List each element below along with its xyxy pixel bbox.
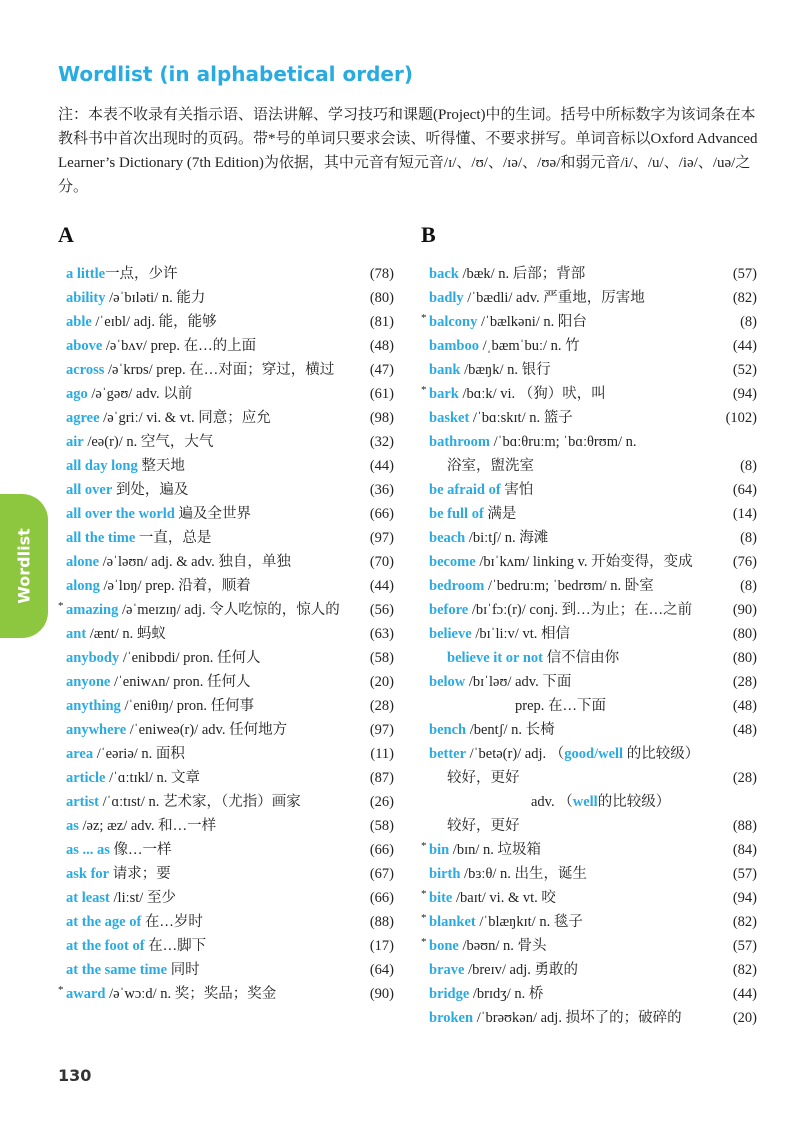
headword: blanket [429,914,476,930]
definition: 请求；要 [109,866,171,882]
definition: /ˈɑːtɪkl/ n. 文章 [105,770,201,786]
headword: ago [66,386,88,402]
definition: 满是 [483,506,517,522]
definition: /ˈeɪbl/ adj. 能，能够 [91,314,217,330]
column-a [58,222,394,1006]
definition: 害怕 [500,482,534,498]
page-ref: (8) [740,314,757,330]
list-item [421,430,757,454]
headword: better [429,746,467,762]
headword: at the same time [66,962,168,978]
headword-reference: well [572,794,598,810]
asterisk-marker: * [58,984,64,996]
page-ref: (58) [369,818,394,834]
list-item [58,502,394,526]
headword: bathroom [429,434,490,450]
headword: become [429,554,476,570]
definition: /ˈblæŋkɪt/ n. 毯子 [475,914,583,930]
page-ref: (88) [369,914,394,930]
definition: /ˈbædli/ adv. 严重地，厉害地 [463,290,645,306]
page-ref: (44) [369,578,394,594]
definition: /əˈwɔːd/ n. 奖；奖品；奖金 [105,986,277,1002]
headword: believe it or not [447,650,543,666]
page-ref: (84) [732,842,757,858]
definition: /breɪv/ adj. 勇敢的 [464,962,579,978]
asterisk-marker: * [421,384,427,396]
list-item [58,646,394,670]
definition: /brɪdʒ/ n. 桥 [469,986,544,1002]
definition: /ˈbetə(r)/ adj. （ [466,746,565,762]
headword: broken [429,1010,474,1026]
definition: /ˈeniθɪŋ/ pron. 任何事 [120,698,255,714]
list-item [421,526,757,550]
page-ref: (94) [732,890,757,906]
page-ref: (48) [732,698,757,714]
page-ref: (88) [732,818,757,834]
headword-reference: good/well [564,746,624,762]
headword: basket [429,410,470,426]
headword: award [66,986,106,1002]
definition: /əˈgəʊ/ adv. 以前 [87,386,193,402]
headword: bin [429,842,450,858]
page-ref: (36) [369,482,394,498]
list-item [421,286,757,310]
asterisk-marker: * [421,912,427,924]
list-item [58,598,394,622]
page-ref: (48) [732,722,757,738]
entry-list [58,262,394,1006]
definition: /ˈbælkəni/ n. 阳台 [477,314,587,330]
list-item [421,814,757,838]
page-ref: (80) [732,626,757,642]
page-title: Wordlist (in alphabetical order) [58,62,413,86]
headword: ability [66,290,106,306]
definition: /əˈbʌv/ prep. 在…的上面 [102,338,257,354]
definition: prep. 在…下面 [515,698,607,714]
definition: /əz; æz/ adv. 和…一样 [78,818,217,834]
list-item [421,454,757,478]
definition: /əˈkrɒs/ prep. 在…对面；穿过，横过 [104,362,335,378]
list-item [421,262,757,286]
page-ref: (97) [369,722,394,738]
list-item [58,886,394,910]
list-item [421,910,757,934]
definition: /əˈmeɪzɪŋ/ adj. 令人吃惊的，惊人的 [118,602,340,618]
page-ref: (17) [369,938,394,954]
definition: /bɜːθ/ n. 出生，诞生 [460,866,588,882]
page-ref: (67) [369,866,394,882]
definition: /bɪˈləʊ/ adv. 下面 [465,674,572,690]
definition: /əˈbɪləti/ n. 能力 [105,290,206,306]
page-ref: (26) [369,794,394,810]
page-ref: (28) [732,674,757,690]
list-item [421,334,757,358]
definition: /bɑːk/ vi. （狗）吠，叫 [458,386,606,402]
definition: /əˈlɒŋ/ prep. 沿着，顺着 [99,578,251,594]
page-ref: (102) [725,410,757,426]
list-item [58,670,394,694]
headword: anything [66,698,121,714]
headword: before [429,602,469,618]
definition: 在…岁时 [141,914,203,930]
headword: bone [429,938,459,954]
page-ref: (63) [369,626,394,642]
asterisk-marker: * [421,936,427,948]
page-ref: (66) [369,506,394,522]
list-item [58,310,394,334]
page-ref: (56) [369,602,394,618]
headword: bank [429,362,461,378]
headword: birth [429,866,461,882]
list-item [421,598,757,622]
headword: bark [429,386,459,402]
list-item [421,310,757,334]
list-item [58,382,394,406]
headword: all over the world [66,506,175,522]
list-item [421,670,757,694]
list-item [421,550,757,574]
definition: /ænt/ n. 蚂蚁 [86,626,166,642]
headword: back [429,266,459,282]
page-ref: (58) [369,650,394,666]
page-ref: (90) [369,986,394,1002]
headword: anybody [66,650,120,666]
definition: 一点，少许 [105,266,178,282]
headword: across [66,362,105,378]
headword: believe [429,626,472,642]
list-item [421,358,757,382]
definition: /ˈɑːtɪst/ n. 艺术家，（尤指）画家 [99,794,301,810]
page-ref: (44) [732,338,757,354]
list-item [421,982,757,1006]
definition: 较好，更好 [447,770,520,786]
headword: balcony [429,314,478,330]
list-item [421,406,757,430]
definition: /ˈbrəʊkən/ adj. 损坏了的；破碎的 [473,1010,682,1026]
headword: bite [429,890,453,906]
page-number: 130 [58,1066,92,1085]
headword: be full of [429,506,484,522]
list-item [421,694,757,718]
headword: ask for [66,866,110,882]
definition: /əˈgriː/ vi. & vt. 同意；应允 [99,410,271,426]
definition: /ˈbɑːθruːm; ˈbɑːθrʊm/ n. [489,434,637,450]
page-ref: (57) [732,866,757,882]
page-ref: (28) [369,698,394,714]
list-item [58,790,394,814]
list-item [58,550,394,574]
page-ref: (78) [369,266,394,282]
page-ref: (82) [732,290,757,306]
list-item [58,430,394,454]
definition: /bentʃ/ n. 长椅 [466,722,555,738]
list-item [58,694,394,718]
definition: 像…一样 [109,842,172,858]
headword: bench [429,722,467,738]
list-item [421,574,757,598]
definition: /bəʊn/ n. 骨头 [458,938,547,954]
definition: 到处，遍及 [112,482,189,498]
definition: /eə(r)/ n. 空气，大气 [83,434,214,450]
asterisk-marker: * [58,600,64,612]
definition: /ˈbedruːm; ˈbedrʊm/ n. 卧室 [484,578,654,594]
list-item [58,286,394,310]
page-ref: (14) [732,506,757,522]
headword: alone [66,554,100,570]
headword: at the foot of [66,938,145,954]
list-item [58,814,394,838]
headword: above [66,338,103,354]
page-ref: (82) [732,962,757,978]
list-item [421,382,757,406]
headword: agree [66,410,100,426]
list-item [421,886,757,910]
page-ref: (70) [369,554,394,570]
headword: area [66,746,94,762]
list-item [421,958,757,982]
page-ref: (28) [732,770,757,786]
definition: /ˈeniwʌn/ pron. 任何人 [110,674,251,690]
headword: at least [66,890,110,906]
page-ref: (44) [732,986,757,1002]
section-letter: B [421,222,436,247]
page-ref: (87) [369,770,394,786]
list-item [421,934,757,958]
page-ref: (20) [732,1010,757,1026]
asterisk-marker: * [421,840,427,852]
list-item [58,574,394,598]
definition-tail: 的比较级） [623,746,700,762]
list-item [421,646,757,670]
definition: /bɪˈfɔː(r)/ conj. 到…为止；在…之前 [468,602,693,618]
headword: be afraid of [429,482,501,498]
definition: 整天地 [137,458,185,474]
definition: /bɪn/ n. 垃圾箱 [449,842,542,858]
section-letter: A [58,222,74,247]
list-item [58,838,394,862]
page-ref: (76) [732,554,757,570]
list-item [58,262,394,286]
definition: 一直，总是 [135,530,212,546]
page-ref: (90) [732,602,757,618]
list-item [58,334,394,358]
headword: bamboo [429,338,479,354]
headword: at the age of [66,914,142,930]
page-ref: (48) [369,338,394,354]
headword: beach [429,530,466,546]
definition: /bæŋk/ n. 银行 [460,362,551,378]
definition: /ˈeniweə(r)/ adv. 任何地方 [126,722,288,738]
list-item [421,718,757,742]
definition: /ˈbɑːskɪt/ n. 篮子 [469,410,573,426]
page-ref: (52) [732,362,757,378]
headword: able [66,314,92,330]
asterisk-marker: * [421,888,427,900]
headword: a little [66,266,106,282]
list-item [58,718,394,742]
headword: bedroom [429,578,485,594]
page-ref: (94) [732,386,757,402]
list-item [421,478,757,502]
page-ref: (44) [369,458,394,474]
definition: /bɪˈliːv/ vt. 相信 [471,626,570,642]
definition: /ˌbæmˈbuː/ n. 竹 [478,338,580,354]
page-ref: (64) [369,962,394,978]
definition: 同时 [167,962,200,978]
page-ref: (80) [732,650,757,666]
page-ref: (32) [369,434,394,450]
headword: artist [66,794,100,810]
definition: /liːst/ 至少 [109,890,176,906]
headword: ant [66,626,87,642]
definition: /biːtʃ/ n. 海滩 [465,530,549,546]
definition: /əˈləʊn/ adj. & adv. 独自，单独 [99,554,291,570]
headword: article [66,770,106,786]
headword: brave [429,962,465,978]
list-item [421,862,757,886]
side-tab-label: Wordlist [14,528,34,604]
list-item [58,910,394,934]
page-ref: (64) [732,482,757,498]
definition: 信不信由你 [542,650,620,666]
headword: bridge [429,986,470,1002]
list-item [58,406,394,430]
intro-note: 注：本表不收录有关指示语、语法讲解、学习技巧和课题(Project)中的生词。括号中所标数字为该词条在本教科书中首次出现时的页码。带*号的单词只要求会读、听得懂、不要求拼写。单词音标以Oxford Advanced Learner’s Dictionary (7th Edition)为依据，其中元音有短元音/ɪ/、/ʊ/、/ɪə/、/ʊə/和弱元音/i/、/u/、/iə/、/uə/之分。 [58,107,758,195]
page-ref: (66) [369,842,394,858]
page-ref: (8) [740,530,757,546]
page-ref: (8) [740,458,757,474]
list-item [58,958,394,982]
definition: 较好，更好 [447,818,520,834]
headword: all the time [66,530,136,546]
definition: 浴室，盥洗室 [447,458,534,474]
page-ref: (11) [370,746,394,762]
definition: /ˈenibɒdi/ pron. 任何人 [119,650,261,666]
list-item [421,502,757,526]
list-item [421,622,757,646]
page-ref: (80) [369,290,394,306]
page-ref: (98) [369,410,394,426]
page-ref: (57) [732,266,757,282]
list-item [58,478,394,502]
column-b [421,222,757,1030]
page-ref: (47) [369,362,394,378]
headword: air [66,434,84,450]
headword: all day long [66,458,138,474]
definition: adv. （ [531,794,573,810]
headword: badly [429,290,464,306]
list-item [58,982,394,1006]
headword: anywhere [66,722,127,738]
headword: along [66,578,100,594]
definition: 在…脚下 [144,938,207,954]
list-item [58,358,394,382]
list-item [58,766,394,790]
page-ref: (57) [732,938,757,954]
asterisk-marker: * [421,312,427,324]
list-item [421,742,757,766]
headword: as ... as [66,842,110,858]
definition: 遍及全世界 [174,506,251,522]
definition-tail: 的比较级） [597,794,671,810]
page-ref: (81) [369,314,394,330]
page-ref: (97) [369,530,394,546]
list-item [58,742,394,766]
definition: /baɪt/ vi. & vt. 咬 [452,890,556,906]
list-item [58,526,394,550]
page-ref: (61) [369,386,394,402]
list-item [421,838,757,862]
entry-list [421,262,757,1030]
list-item [58,622,394,646]
page-ref: (82) [732,914,757,930]
headword: as [66,818,79,834]
definition: /bɪˈkʌm/ linking v. 开始变得，变成 [475,554,693,570]
headword: all over [66,482,113,498]
definition: /ˈeəriə/ n. 面积 [93,746,185,762]
page-ref: (20) [369,674,394,690]
list-item [58,934,394,958]
list-item [58,454,394,478]
definition: /bæk/ n. 后部；背部 [458,266,586,282]
page-ref: (8) [740,578,757,594]
list-item [58,862,394,886]
headword: anyone [66,674,111,690]
page-ref: (66) [369,890,394,906]
list-item [421,790,757,814]
headword: amazing [66,602,119,618]
wordlist-side-tab [0,494,48,638]
list-item [421,766,757,790]
list-item [421,1006,757,1030]
headword: below [429,674,466,690]
